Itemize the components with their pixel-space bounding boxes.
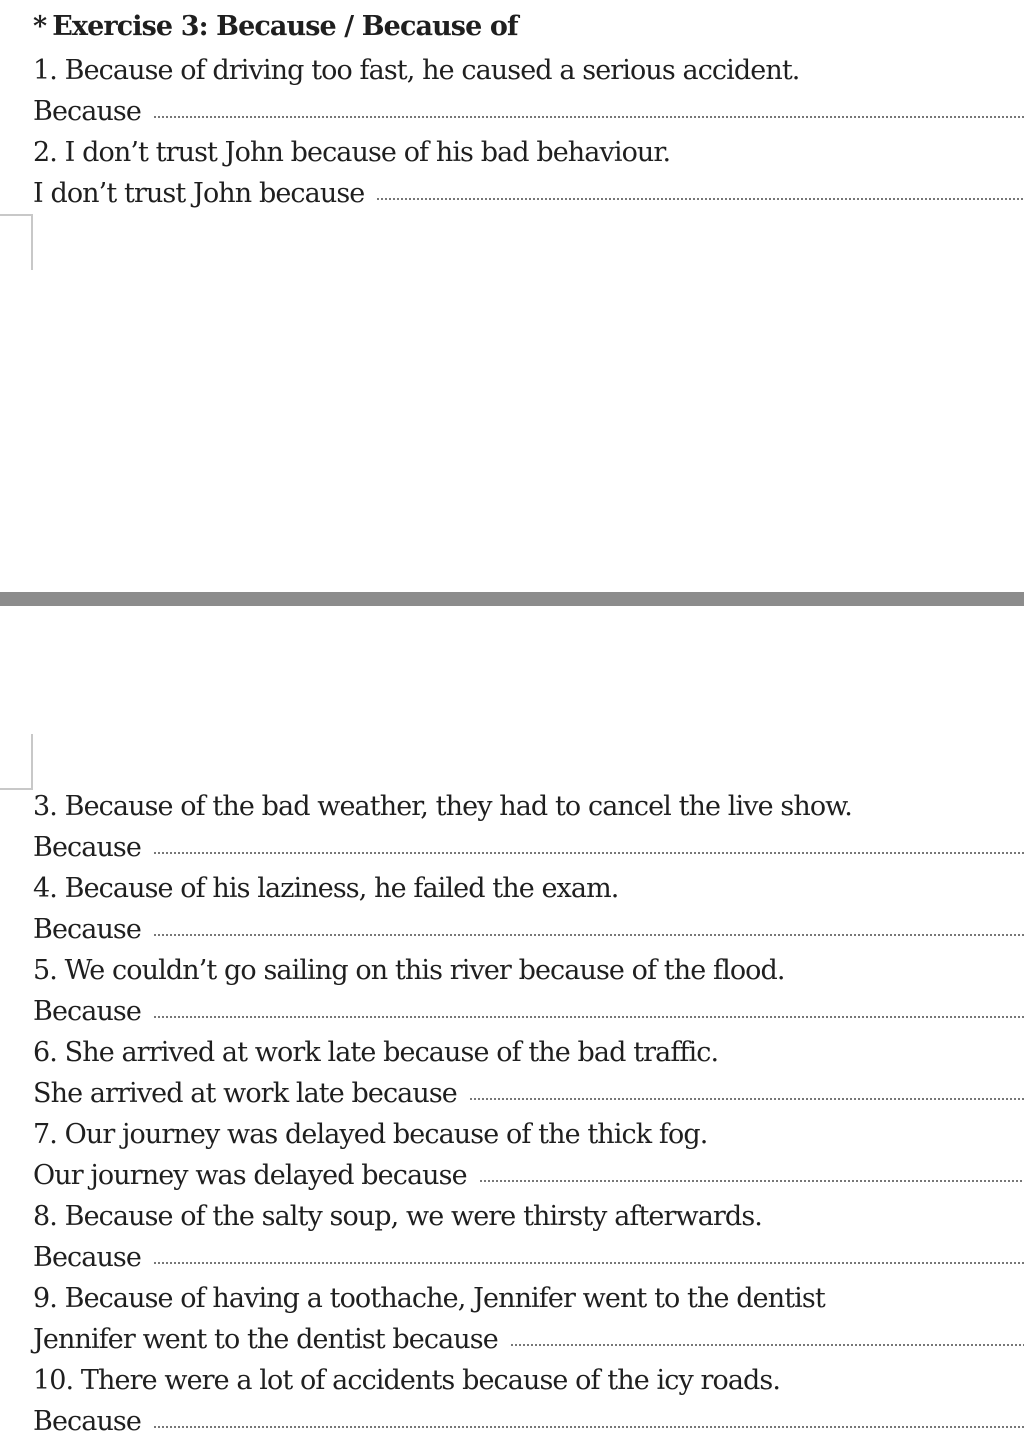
answer-line-10[interactable] bbox=[33, 1397, 1024, 1437]
answer-line-6[interactable] bbox=[33, 1069, 1024, 1109]
title-text: Exercise 3: Because / Because of bbox=[52, 11, 518, 42]
answer-line-2[interactable] bbox=[33, 169, 1024, 209]
answer-lead-3: Because bbox=[33, 832, 141, 863]
question-3: 3. Because of the bad weather, they had to cancel the live show. bbox=[33, 791, 852, 822]
title-star: * bbox=[33, 11, 47, 42]
question-8: 8. Because of the salty soup, we were thirsty afterwards. bbox=[33, 1201, 762, 1232]
answer-lead-1: Because bbox=[33, 96, 141, 127]
answer-blank-4[interactable] bbox=[153, 934, 1024, 936]
question-7: 7. Our journey was delayed because of the thick fog. bbox=[33, 1119, 708, 1150]
answer-blank-2[interactable] bbox=[376, 198, 1024, 200]
answer-line-7[interactable] bbox=[33, 1151, 1024, 1191]
question-1: 1. Because of driving too fast, he caused a serious accident. bbox=[33, 55, 800, 86]
answer-line-5[interactable] bbox=[33, 987, 1024, 1027]
answer-line-9[interactable] bbox=[33, 1315, 1024, 1355]
answer-lead-10: Because bbox=[33, 1406, 141, 1437]
answer-line-3[interactable] bbox=[33, 823, 1024, 863]
answer-line-4[interactable] bbox=[33, 905, 1024, 945]
page-break-bar bbox=[0, 592, 1024, 606]
question-10: 10. There were a lot of accidents because of the icy roads. bbox=[33, 1365, 781, 1396]
exercise-title bbox=[33, 2, 1024, 42]
answer-lead-6: She arrived at work late because bbox=[33, 1078, 457, 1109]
answer-lead-4: Because bbox=[33, 914, 141, 945]
answer-blank-3[interactable] bbox=[153, 852, 1024, 854]
answer-blank-5[interactable] bbox=[153, 1016, 1024, 1018]
answer-lead-5: Because bbox=[33, 996, 141, 1027]
answer-line-8[interactable] bbox=[33, 1233, 1024, 1273]
answer-blank-1[interactable] bbox=[153, 116, 1024, 118]
page-corner-mark-bottom bbox=[0, 734, 33, 790]
answer-line-1[interactable] bbox=[33, 87, 1024, 127]
page-top bbox=[0, 0, 1024, 592]
question-2: 2. I don’t trust John because of his bad behaviour. bbox=[33, 137, 671, 168]
answer-blank-6[interactable] bbox=[469, 1098, 1024, 1100]
answer-blank-9[interactable] bbox=[510, 1344, 1024, 1346]
question-6: 6. She arrived at work late because of the bad traffic. bbox=[33, 1037, 719, 1068]
answer-lead-2: I don’t trust John because bbox=[33, 178, 365, 209]
answer-blank-7[interactable] bbox=[479, 1180, 1024, 1182]
page-corner-mark-top bbox=[0, 214, 33, 270]
answer-blank-10[interactable] bbox=[153, 1426, 1024, 1428]
answer-blank-8[interactable] bbox=[153, 1262, 1024, 1264]
answer-lead-9: Jennifer went to the dentist because bbox=[33, 1324, 498, 1355]
answer-lead-8: Because bbox=[33, 1242, 141, 1273]
question-5: 5. We couldn’t go sailing on this river because of the flood. bbox=[33, 955, 785, 986]
question-9: 9. Because of having a toothache, Jennifer went to the dentist bbox=[33, 1283, 825, 1314]
answer-lead-7: Our journey was delayed because bbox=[33, 1160, 467, 1191]
question-4: 4. Because of his laziness, he failed the exam. bbox=[33, 873, 619, 904]
